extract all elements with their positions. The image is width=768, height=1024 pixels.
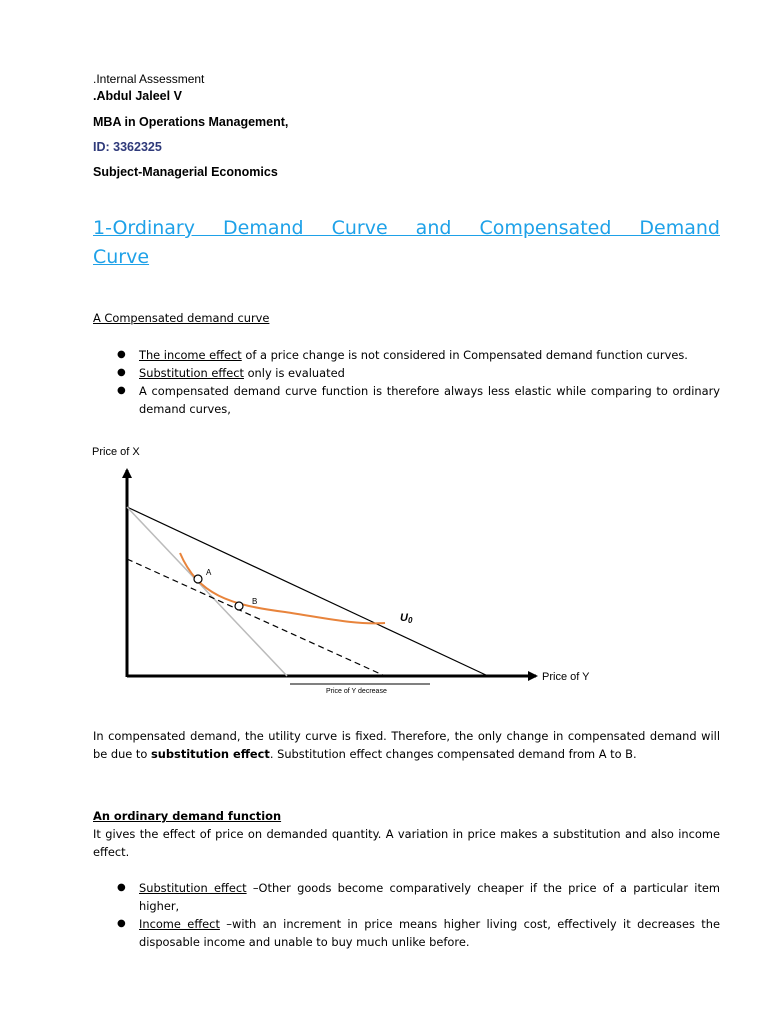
curve-label-main: U	[400, 612, 408, 624]
bullet-icon: ●	[117, 349, 126, 360]
bullet-lead: Income effect	[139, 917, 220, 931]
compensated-explanation	[93, 727, 720, 763]
header-line-program: MBA in Operations Management,	[93, 115, 289, 129]
bullet-icon: ●	[117, 367, 126, 378]
bullet-lead: Substitution effect	[139, 366, 244, 380]
compensated-bullet-list	[93, 346, 720, 418]
budget-line-new	[127, 507, 488, 676]
arrow-caption: Price of Y decrease	[326, 688, 387, 695]
header-line-internal-assessment: .Internal Assessment	[93, 72, 205, 86]
curve-label	[400, 612, 413, 625]
bullet-text: of a price change is not considered in Compensated demand function curves.	[241, 348, 688, 362]
ordinary-intro: It gives the effect of price on demanded quantity. A variation in price makes a substitution and also income effect.	[93, 827, 720, 859]
bullet-text: –Other goods become comparatively cheaper if the price of a particular item higher,	[139, 881, 721, 913]
list-item	[93, 346, 720, 364]
point-a-marker	[194, 575, 202, 583]
bullet-text: A compensated demand curve function is therefore always less elastic while comparing to ordinary demand curves,	[139, 384, 720, 416]
header-line-author: .Abdul Jaleel V	[93, 89, 182, 103]
budget-line-original	[127, 507, 287, 676]
header-line-subject: Subject-Managerial Economics	[93, 165, 278, 179]
para-bold: substitution effect	[151, 747, 270, 761]
demand-curve-figure	[80, 440, 640, 700]
bullet-icon: ●	[117, 385, 126, 396]
para-text-before: In compensated demand, the utility curve is fixed. Therefore, the only change in compensated demand will be due to	[93, 729, 720, 761]
student-id: ID: 3362325	[93, 140, 162, 154]
section-title	[93, 214, 720, 272]
bullet-lead: The income effect	[139, 348, 242, 362]
y-axis-label: Price of X	[92, 446, 140, 458]
list-item	[93, 364, 720, 382]
point-b-label: B	[252, 597, 258, 606]
header-line-id	[93, 139, 162, 155]
para-text-after: . Substitution effect changes compensated demand from A to B.	[269, 747, 637, 761]
bullet-icon: ●	[117, 882, 126, 893]
compensated-heading: A Compensated demand curve	[93, 311, 270, 325]
point-a-label: A	[206, 568, 212, 577]
ordinary-heading: An ordinary demand function	[93, 809, 282, 823]
list-item	[93, 915, 720, 951]
bullet-text: –with an increment in price means higher living cost, effectively it decreases the disposable income and unable to buy much unlike before.	[139, 917, 720, 949]
section-title-line1: 1-Ordinary Demand Curve and Compensated Demand	[93, 217, 720, 239]
x-axis-label: Price of Y	[542, 671, 590, 683]
bullet-icon: ●	[117, 918, 126, 929]
point-b-marker	[235, 602, 243, 610]
ordinary-bullet-list	[93, 879, 720, 951]
bullet-text: only is evaluated	[243, 366, 345, 380]
section-title-line2: Curve	[93, 246, 150, 268]
compensated-budget-line	[127, 559, 385, 676]
list-item	[93, 382, 720, 418]
curve-label-subscript: 0	[407, 616, 413, 625]
list-item	[93, 879, 720, 915]
bullet-lead: Substitution effect	[139, 881, 247, 895]
